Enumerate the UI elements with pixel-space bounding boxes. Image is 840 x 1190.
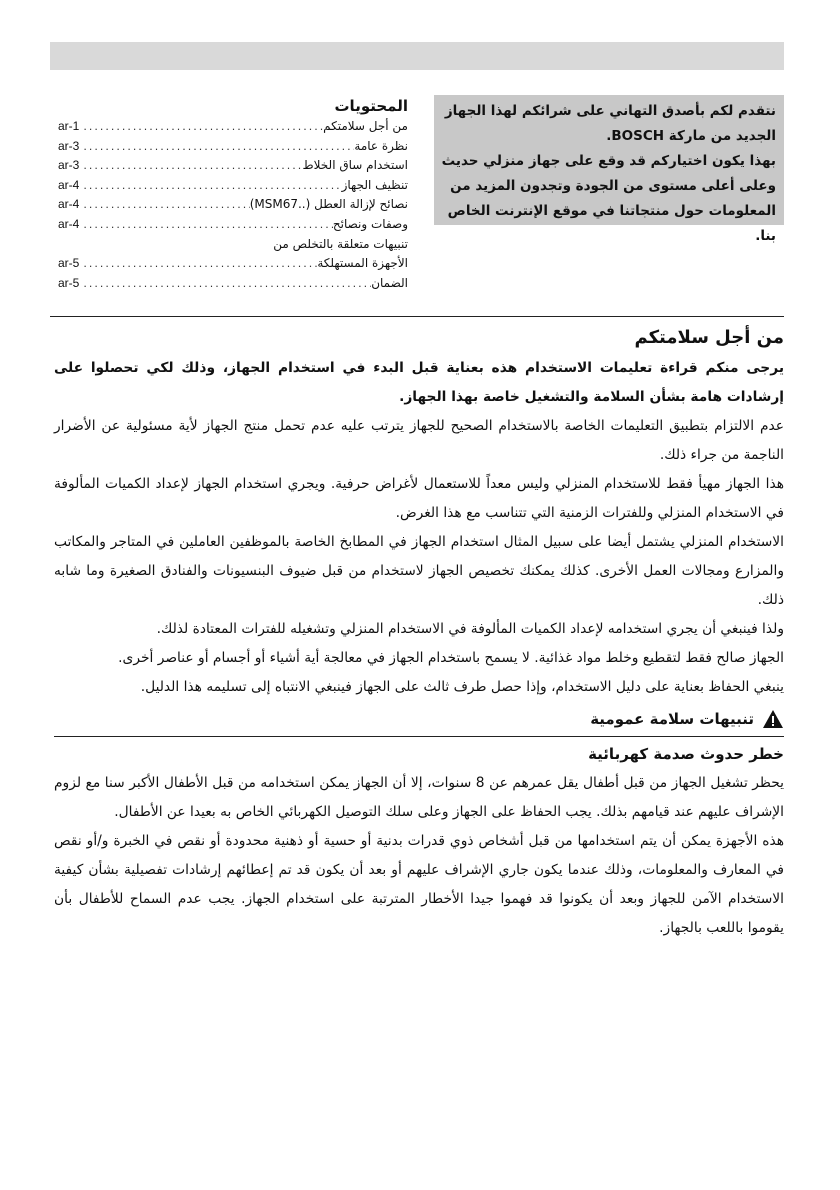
toc-item-label: الأجهزة المستهلكة	[317, 256, 408, 271]
section-divider	[50, 316, 784, 317]
toc-item-label-prefix: تنبيهات متعلقة بالتخلص من	[273, 236, 408, 251]
toc-leader	[79, 137, 354, 157]
toc-item[interactable]	[58, 254, 408, 274]
paragraph: هذه الأجهزة يمكن أن يتم استخدامها من قبل أشخاص ذوي قدرات بدنية أو حسية أو ذهنية محدودة أو نقص في الخبرة و/أو نقص في المعارف والمعلومات، وذلك عندما يكون جاري الإشراف عليهم أو بعد أن يكون قد تم إعطائهم إرشادات تفصيلية بشأن كيفية الاستخدام الآمن للجهاز وبعد أن يكونوا قد فهموا جيدا الأخطار المترتبة على استخدام الجهاز. يجب عدم السماح للأطفال بأن يقوموا باللعب بالجهاز.	[54, 833, 784, 936]
toc-leader	[79, 254, 317, 274]
header-bar	[50, 42, 784, 70]
heading-rule	[54, 736, 784, 737]
subsection-title: خطر حدوث صدمة كهربائية	[588, 745, 784, 763]
toc-item[interactable]	[58, 274, 408, 294]
safety-heading-text: تنبيهات سلامة عمومية	[590, 710, 754, 728]
toc-leader	[79, 215, 333, 235]
toc-leader	[79, 176, 341, 196]
paragraph: ينبغي الحفاظ بعناية على دليل الاستخدام، وإذا حصل طرف ثالث على الجهاز فينبغي الانتباه إلى تسليمه هذا الدليل.	[140, 679, 784, 695]
paragraph: الجهاز صالح فقط لتقطيع وخلط مواد غذائية. لا يسمح باستخدام الجهاز في معالجة أية أشياء أو أجسام أو عناصر أخرى.	[118, 650, 784, 666]
toc-item[interactable]	[58, 215, 408, 235]
table-of-contents	[58, 95, 408, 293]
intro-line: بهذا يكون اختياركم قد وقع على جهاز منزلي حديث	[441, 153, 776, 169]
main-content	[54, 322, 784, 943]
paragraph: ولذا فينبغي أن يجري استخدامه لإعداد الكميات المألوفة في الاستخدام المنزلي وتشغيله للفترات المعتادة لذلك.	[156, 621, 784, 637]
intro-line: وعلى أعلى مستوى من الجودة وتجدون المزيد من	[450, 178, 776, 194]
toc-leader	[79, 156, 302, 176]
toc-item[interactable]	[58, 156, 408, 176]
toc-item-label: نظرة عامة	[354, 138, 408, 153]
toc-item-page: ar-4	[58, 177, 80, 192]
toc-leader	[79, 274, 371, 294]
intro-line: نتقدم لكم بأصدق التهاني على شرائكم لهذا الجهاز	[444, 103, 776, 119]
toc-item-label: وصفات ونصائح	[332, 216, 408, 231]
toc-item[interactable]	[58, 117, 408, 137]
toc-leader	[79, 195, 249, 215]
warning-triangle-icon	[762, 709, 784, 729]
toc-item-page: ar-5	[58, 275, 80, 290]
toc-item-page: ar-3	[58, 138, 80, 153]
toc-item-page: ar-1	[58, 119, 80, 133]
toc-item[interactable]	[58, 195, 408, 215]
section-title: من أجل سلامتكم	[634, 327, 784, 348]
lead-paragraph: يرجى منكم قراءة تعليمات الاستخدام هذه بعناية قبل البدء في استخدام الجهاز، وذلك لكي تحصلوا على إرشادات هامة بشأن السلامة والتشغيل خاصة بهذا الجهاز.	[54, 360, 784, 405]
toc-item-label: الضمان	[371, 275, 408, 290]
toc-item-label: تنظيف الجهاز	[341, 177, 408, 192]
toc-item-label: استخدام ساق الخلاط	[302, 158, 408, 173]
toc-item-page: ar-4	[58, 216, 80, 231]
toc-title: المحتويات	[334, 97, 408, 115]
toc-item[interactable]	[58, 137, 408, 157]
toc-item-label: من أجل سلامتكم	[323, 119, 408, 133]
safety-heading	[54, 704, 784, 734]
toc-leader	[79, 117, 323, 137]
toc-item[interactable]	[58, 176, 408, 196]
paragraph: يحظر تشغيل الجهاز من قبل أطفال يقل عمرهم عن 8 سنوات، إلا أن الجهاز يمكن استخدامه من قبل الأطفال الأكبر سنا مع لزوم الإشراف عليهم عند قيامهم بذلك. يجب الحفاظ على الجهاز وعلى سلك التوصيل الكهربائي الخاص به بعيدا عن الأطفال.	[54, 775, 784, 820]
intro-line: الجديد من ماركة BOSCH.	[606, 128, 776, 144]
paragraph: الاستخدام المنزلي يشتمل أيضا على سبيل المثال استخدام الجهاز في المطابخ الخاصة بالموظفين العاملين في المتاجر والمكاتب والمزارع ومجالات العمل الأخرى. كذلك يمكنك تخصيص الجهاز لاستخدام من قبل ضيوف البنسيونات والفنادق الصغيرة وما شابه ذلك.	[54, 534, 784, 608]
toc-item-page: ar-3	[58, 158, 80, 173]
intro-line: المعلومات حول منتجاتنا في موقع الإنترنت الخاص بنا.	[447, 203, 776, 244]
paragraph: هذا الجهاز مهيأ فقط للاستخدام المنزلي وليس معداً للاستعمال لأغراض حرفية. ويجري استخدام الجهاز لإعداد الكميات المألوفة في الاستخدام المنزلي وللفترات الزمنية التي تتناسب مع هذا الغرض.	[54, 476, 784, 521]
toc-item-label: نصائح لإزالة العطل (..MSM67)	[249, 197, 408, 212]
toc-item-page: ar-4	[58, 197, 80, 212]
toc-item-page: ar-5	[58, 256, 80, 271]
paragraph: عدم الالتزام بتطبيق التعليمات الخاصة بالاستخدام الصحيح للجهاز يترتب عليه عدم تحمل منتج الجهاز لأية مسئولية عن الأضرار الناجمة من جراء ذلك.	[54, 418, 784, 463]
intro-box	[434, 95, 784, 244]
